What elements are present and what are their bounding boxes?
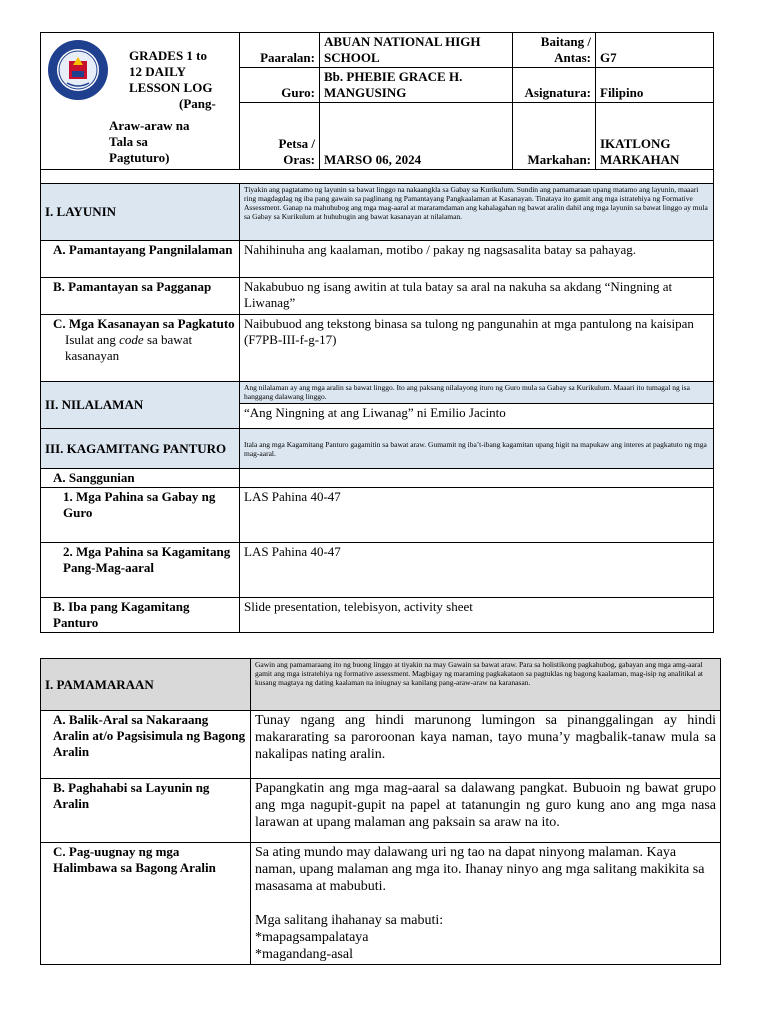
pamamaraan-note: Gawin ang pamamaraang ito ng buong linggo at tiyakin na may Gawain sa bawat araw. Para sa holistikong pagkahubog, gabayan ang mga amg-aaral gamit ang mga istratehiya ng formative assessment. Magbigay ng maraming pagkakataon sa pagtuklas ng bagong kaalaman, mag-isip ng analitikal at kusang magtaya ng dating kaalaman na iniugnay sa kanilang pang-araw-araw na karanasan.	[251, 659, 721, 711]
kagamitan-title: III. KAGAMITANG PANTURO	[41, 429, 240, 469]
paaralan-label: Paaralan:	[240, 33, 320, 68]
kagamitan-a-value	[240, 469, 714, 488]
pamamaraan-c-label: C. Pag-uugnay ng mga Halimbawa sa Bagong Aralin	[41, 843, 251, 965]
kagamitan-a1-value: LAS Pahina 40-47	[240, 488, 714, 543]
asignatura-label: Asignatura:	[513, 68, 596, 103]
pamamaraan-a-value: Tunay ngang ang hindi marunong lumingon sa pinanggalingan ay hindi makararating sa paroroonan kaya naman, tayo muna’y magbalik-tanaw mula sa nakalipas nating aralin.	[251, 711, 721, 779]
layunin-note: Tiyakin ang pagtatamo ng layunin sa bawat linggo na nakaangkla sa Gabay sa Kurikulum. Sundin ang pamamaraan upang matamo ang layunin, maaari ring magdagdag ng iba pang gawain sa paglinang ng Pamantayang Pangkaalaman at Kasanayan. Tinataya ito gamit ang mga istratehiya ng Formative Assessment. Ganap na mahuhubog ang mga mag-aaral at mararamdaman ang kahalagahan ng bawat aralin dahil ang mga layunin sa bawat linggo ay mula sa Gabay sa Kurikulum at huhubugin ang bawat kasanayan at nilalaman.	[240, 184, 714, 241]
kagamitan-b-value: Slide presentation, telebisyon, activity sheet	[240, 598, 714, 633]
title-line: (Pang-	[179, 96, 216, 111]
title-line: LESSON LOG	[129, 80, 213, 95]
deped-seal-icon	[47, 39, 109, 101]
layunin-c-sub-code: code	[119, 332, 144, 347]
pamamaraan-title: I. PAMAMARAAN	[41, 659, 251, 711]
title-line: Pagtuturo)	[109, 150, 170, 165]
pamamaraan-b-value: Papangkatin ang mga mag-aaral sa dalawang pangkat. Bubuoin ng bawat grupo ang mga nagupit-gupit na papel at tatanungin ng guro kung ano ang mga nasa larawan at upang malaman ang paksain sa araw na ito.	[251, 779, 721, 843]
nilalaman-title: II. NILALAMAN	[41, 382, 240, 429]
pamamaraan-c-value-4: *magandang-asal	[255, 947, 353, 962]
layunin-a-label: A. Pamantayang Pangnilalaman	[41, 241, 240, 278]
layunin-c-sub-pre: Isulat ang	[65, 332, 120, 347]
kagamitan-a2-value: LAS Pahina 40-47	[240, 543, 714, 598]
layunin-b-value: Nakabubuo ng isang awitin at tula batay sa aral na nakuha sa akdang “Ningning at Liwanag”	[240, 278, 714, 315]
layunin-c-value: Naibubuod ang tekstong binasa sa tulong ng pangunahin at mga pantulong na kaisipan	[244, 316, 694, 331]
layunin-c-label: C. Mga Kasanayan sa Pagkatuto	[53, 316, 235, 331]
kagamitan-a1-label: 1. Mga Pahina sa Gabay ng Guro	[41, 488, 240, 543]
baitang-value: G7	[596, 33, 714, 68]
pamamaraan-b-label: B. Paghahabi sa Layunin ng Aralin	[41, 779, 251, 843]
pamamaraan-c-value-cell	[251, 843, 721, 965]
layunin-a-value: Nahihinuha ang kaalaman, motibo / pakay ng nagsasalita batay sa pahayag.	[240, 241, 714, 278]
petsa-value: MARSO 06, 2024	[320, 103, 513, 170]
guro-label: Guro:	[240, 68, 320, 103]
pamamaraan-c-value-1: Sa ating mundo may dalawang uri ng tao na dapat ninyong malaman. Kaya naman, upang malaman ang mga ito. Ihanay ninyo ang mga salitang makikita sa masasama at mabubuti.	[255, 845, 705, 894]
layunin-title: I. LAYUNIN	[41, 184, 240, 241]
petsa-label: Petsa / Oras:	[240, 103, 320, 170]
title-line: GRADES 1 to	[129, 48, 208, 63]
layunin-c-cell	[41, 315, 240, 382]
guro-value: Bb. PHEBIE GRACE H. MANGUSING	[320, 68, 513, 103]
kagamitan-a2-label: 2. Mga Pahina sa Kagamitang Pang-Mag-aaral	[41, 543, 240, 598]
pamamaraan-c-value-3: *mapagsampalataya	[255, 930, 369, 945]
asignatura-value: Filipino	[596, 68, 714, 103]
pamamaraan-a-label: A. Balik-Aral sa Nakaraang Aralin at/o Pagsisimula ng Bagong Aralin	[41, 711, 251, 779]
layunin-c-value-cell	[240, 315, 714, 382]
title-line: Tala sa	[109, 134, 148, 149]
markahan-value: IKATLONG MARKAHAN	[596, 103, 714, 170]
header-title-cell	[41, 33, 240, 170]
nilalaman-note: Ang nilalaman ay ang mga aralin sa bawat linggo. Ito ang paksang nilalayong ituro ng Guro mula sa Gabay sa Kurikulum. Maaari ito tumagal ng isa hanggang dalawang linggo.	[240, 382, 714, 404]
baitang-label: Baitang / Antas:	[513, 33, 596, 68]
paaralan-value: ABUAN NATIONAL HIGH SCHOOL	[320, 33, 513, 68]
lesson-log-table-2	[40, 183, 714, 633]
title-line: 12 DAILY	[129, 64, 186, 79]
pamamaraan-table	[40, 658, 721, 965]
layunin-c-sub-post: sa bawat kasanayan	[65, 332, 193, 363]
kagamitan-b-label: B. Iba pang Kagamitang Panturo	[41, 598, 240, 633]
layunin-c-code: (F7PB-III-f-g-17)	[244, 332, 337, 347]
lesson-log-table-1	[40, 32, 714, 185]
title-line: Araw-araw na	[109, 118, 190, 133]
layunin-b-label: B. Pamantayan sa Pagganap	[41, 278, 240, 315]
nilalaman-value: “Ang Ningning at ang Liwanag” ni Emilio Jacinto	[240, 404, 714, 429]
markahan-label: Markahan:	[513, 103, 596, 170]
kagamitan-note: Itala ang mga Kagamitang Panturo gagamitin sa bawat araw. Gumamit ng iba’t-ibang kagamitan upang higit na mapukaw ang interes at pagkatuto ng mga mag-aaral.	[240, 429, 714, 469]
pamamaraan-c-value-2: Mga salitang ihahanay sa mabuti:	[255, 913, 444, 928]
kagamitan-a-label: A. Sanggunian	[41, 469, 240, 488]
